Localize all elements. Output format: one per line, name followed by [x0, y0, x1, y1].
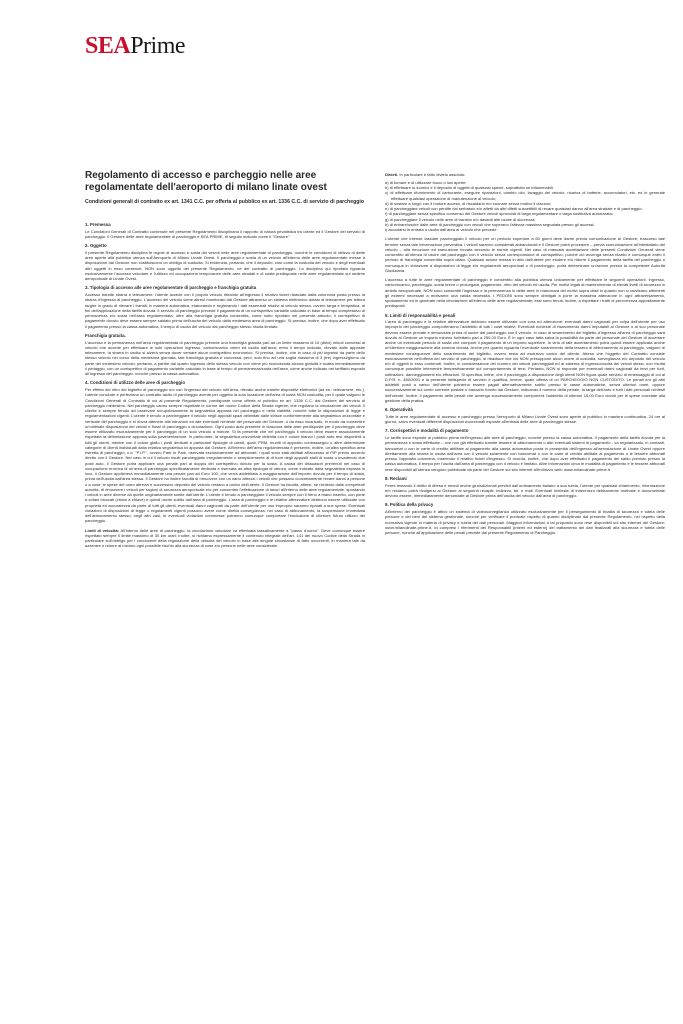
section-body: All'interno del parcheggio è attivo un sistema di videosorveglianza utilizzato esclusivamente per il perseguimento di finalità di sicurezza e tutela delle persone e dei beni del sistema gestionale, nonché per verificare il puntuale rispetto di quanto disciplinato dal presente Regolamento, nel rispetto della normativa vigente in materia di privacy e tutela dei dati personali. Maggiori informazioni a tal proposito sono rese disponibili sul sito internet del Gestore: www.milanolinate-prime.it, ivi compresi i riferimenti dei Responsabili (interni ed esterni) del trattamento dei dati finalizzati alla sicurezza e tutela delle persone, nonché all'applicazione delle penali previste dal presente Regolamento di Parcheggio. [385, 509, 665, 536]
section-text [385, 236, 665, 273]
section [385, 502, 665, 535]
section-heading: 9. Politica della privacy [385, 502, 434, 508]
divieti-item: i) accodarsi in entrata o uscita dall'area al veicolo che precede. [385, 227, 498, 232]
section-body: Fermi restando il diritto di difesa e rimedi anche giurisdizionali previsti dall'ordinamento italiano a sua tutela, l'utente per qualsiasi chiarimento, informazione e/o reclamo potrà rivolgersi al Gestore ai seguenti recapiti: indirizzo, tel. e mail. Eventuali richieste di indennizzo debitamente motivate e documentate devono essere, immediatamente denunciate al Gestore prima dell'uscita del veicolo dall'area di parcheggio. [385, 482, 665, 499]
divieti-item: d) di sostare a lungo con il motore acceso, di riscaldarlo e/o suonare senza motivo il clacson; [385, 200, 552, 206]
section-body: Le Condizioni Generali di Contratto contenute nel presente Regolamento disciplinano il rapporto di natura privatistica tra utente ed il Gestore del servizio di parcheggio. Il Gestore delle aree regolamentate di parcheggio è SEA PRIME, di seguito indicato come il "Gestore". [85, 228, 365, 239]
section-body: Le tariffe sono esposte al pubblico prima dell'ingresso alle aree di parcheggio, nonché presso la cassa automatica. Il pagamento della tariffa dovuta per la permanenza e sosta effettuate – ove non già effettuato tramite tessere di abbonamento o altri eventuali sistemi di pagamento - va regolarizzato, in contanti, bancomat o con le carte di credito abilitate al pagamento alla cassa automatica posta in prossimità dell'ingresso all'aerostazione di Linate Ovest oppure direttamente alla sbarra in uscita dall'area con il veicolo solamente con bancomat o con le carte di credito abilitate al pagamento o le tessere abbonati presso l'apposita colonnina, inserendo il relativo ticket d'ingresso. Si ricorda, inoltre, che dopo aver effettuato il pagamento del saldo previsto presso la cassa automatica, il tempo per l'uscita dall'area di parcheggio con il veicolo è limitato. Altre informazioni circa le modalità di pagamento e le tessere abbonati rese disponibili all'utenza vengono pubblicate da parte del Gestore sul sito internet all'indirizzo web: www.milanolinate-prime.it. [385, 435, 665, 472]
divieti-item: h) di entrare/uscire dalle aree di parcheggio con veicoli che superano l'altezza massima segnalata presso gli accessi; [385, 221, 595, 227]
right-column [385, 172, 665, 962]
section [385, 428, 665, 471]
logo-prime: Prime [130, 33, 186, 59]
section-text [85, 229, 365, 240]
divieti-list [385, 180, 665, 233]
section-body: Accesso tramite sbarra e telecamere: l'utente accede con il proprio veicolo ritirando all'ingresso il relativo ticket rilasciato dalla colonnina posta presso la sbarra d'ingresso al parcheggio. L'accesso del veicolo viene altresì monitorato dal Gestore attraverso un sistema elettronico dotato di telecamere per lettura targhe in grado di rilevare i transiti in maniera automatica, elaborando e registrando i dati essenziali relativi al veicolo stesso, ovvero targa e tempistica, ai fini dell'applicazione della tariffa dovuta. Il servizio di parcheggio prevede il pagamento di un corrispettivo variabile calcolato in base al tempo complessivo di permanenza e/o sosta nell'area regolamentata, oltre alla franchigia gratuita consentita, come sotto riportato nel presente articolo; il corrispettivo di pagamento dovuto deve essere sempre saldato prima dell'uscita del veicolo dalla medesima area di parcheggio. Si precisa, inoltre, che dopo aver effettuato il pagamento presso la cassa automatica, il tempo di uscita del veicolo dal parcheggio stesso risulta limitato. [85, 292, 365, 329]
section [385, 277, 665, 309]
divieti-item: g) di parcheggiare il veicolo nelle aree di transito e/o davanti alle uscite di sicurezza; [385, 216, 536, 222]
section-text [385, 414, 665, 425]
section-heading: 7. Corrispettivi e modalità di pagamento [385, 428, 469, 434]
divieti-intro: In particolare è fatto divieto assoluto: [399, 172, 466, 177]
section-body: All'interno delle aree di parcheggio, la circolazione veicolare va effettuata tassativamente a "passo d'uomo". Deve comunque essere rispettato sempre il limite massimo di 30 km orari; inoltre, si richiama espressamente il contenuto integrale dell'art. 141 del nuovo Codice della Strada in particolare sull'obbligo per i conducenti della regolazione della velocità del veicolo in base alle singole circostanze di fatto occorrenti, in maniera tale da azzerare o ridurre al minimo ogni possibile rischio alla sicurezza di cose e/o persone nelle aree considerate. [85, 527, 365, 549]
section-heading: Franchigia gratuita. [85, 332, 126, 338]
sea-prime-logo [85, 34, 185, 58]
section-heading: 4. Condizioni di utilizzo delle aree di parcheggio [85, 380, 186, 386]
section [385, 236, 665, 273]
section-body: Il presente Regolamento disciplina le regole di accesso e sosta dei veicoli nelle aree regolamentate di parcheggio, nonché le condizioni di utilizzo di dette aree aperte alla pubblica utenza sull'Aeroporto di Milano Linate Ovest. Il parcheggio e sosta di un veicolo all'interno delle aree regolamentate messe a disposizione dal Gestore non costituiscono un obbligo di custodia. Si evidenzia, pertanto, che il deposito, così come la custodia del veicolo e degli eventuali altri oggetti in esso contenuti, NON sono oggetto del presente Regolamento, né del contratto di parcheggio. La disciplina qui riportata riguarda esclusivamente l'accesso veicolare e l'utilizzo ed occupazione temporanee delle aree stradali e di sosta predisposte nelle aree regolamentate sul sedime aeroportuale di Linate Ovest. [85, 249, 365, 282]
divieti-section [385, 172, 665, 232]
section-body: L'utente che intende lasciare parcheggiato il veicolo per un periodo superiore a 60 giorni deve darne previa comunicazione al Gestore; trascorso tale termine senza tale informazione preventiva, i veicoli saranno considerati abbandonati e il Gestore potrà procedere – previa comunicazione all'intestatario del veicolo – alla rimozione ed esecuzione forzata secondo le norme vigenti. Nel caso di mancata accettazione delle presenti Condizioni Generali viene consentito all'utenza di uscire dal parcheggio con il veicolo senza corresponsione di corrispettivo, purché ciò avvenga senza ritardo e comunque entro il periodo di franchigia consentita sopra citato. Qualsiasi azione messa in atto dall'utente per eludere e/o ridurre il pagamento della tariffa del parcheggio o comunque in violazione a disposizioni di legge e/o regolamenti aeroportuali o di parcheggio, potrà determinare un'azione presso la competente Autorità Giudiziaria. [385, 236, 665, 273]
section [385, 476, 665, 498]
divieti-item: e) di parcheggiare veicoli con perdite dal serbatoio e/o affetti da altri difetti suscettibili di recare qualsiasi danno all'area stradale e di parcheggio; [385, 206, 643, 211]
section-body: L'area di parcheggio e le relative attrezzature debbono essere utilizzate con cura ed attenzione; eventuali danni cagionati per colpa dell'utente per uso improprio del parcheggio comporteranno l'addebito di tutti i costi relativi. Eventuali richieste di risarcimento danni imputabili al Gestore o al suo personale devono essere provate e denunciate prima di uscire dal parcheggio con il veicolo. In caso di smarrimento del biglietto d'ingresso all'area di parcheggio sarà dovuto al Gestore un importo minimo forfettario pari a 250,00 Euro. È in ogni caso fatta salva la possibilità da parte del personale del Gestore di accertare anche un eventuale periodo di sosta che comporti il pagamento di un importo superiore. In virtù di tale accertamento potrà quindi essere applicata anche un'ulteriore maggiorazione alla somma dovuta. Anche per quanto riguarda l'eventuale smarrimento della tessera di abbonamento al parcheggio, valgono le medesime conseguenze dello smarrimento del biglietto, ovvero resta ad esclusivo carico del cliente. Atteso che l'oggetto del Contratto consiste esclusivamente nell'offerta del servizio di parcheggio, si ribadisce che ciò NON presuppone alcun onere di custodia, sorveglianza e/o deposito del veicolo e/o di oggetti in esso contenuti. Inoltre, in considerazione del numero dei veicoli parcheggiati ed al sistema di ingresso/uscita dei veicoli stessi, non risulta comunque possibile intervenire tempestivamente sul comportamento di terzi. Pertanto, NON si risponde per eventuali danni cagionati da terzi per furti, sottrazioni, danneggiamenti e/o effrazioni. Si specifica, infine, che il parcheggio a disposizione degli utenti NON figura quale servizio di rimessaggio di cui al D.P.R. n. 480/2001 e la presente fattispecie di servizio è qualifica, invece, quale offerta di un PARCHEGGIO NON CUSTODITO. Le penali e/o gli altri addebiti posti a carico dell'utente potranno essere pagati alternativamente subito presso le casse automatiche, senza ulteriori oneri; oppure successivamente sul conto corrente postale o bancario fornito dal Gestore, indicando il numero della penale, la targa dell'auto e tutti i dati personali richiesti dell'utente. Inoltre, il pagamento delle penali che avvenga successivamente comporterà l'addebito di ulteriori 15,00 Euro dovuti per le spese correlate alla gestione della pratica. [385, 319, 665, 403]
divieti-item: b) di effettuare lo scarico e il deposito di oggetti di qualsiasi specie, soprattutto se infiammabili. [385, 185, 554, 190]
section-text [85, 528, 365, 549]
logo-sea: SEA [85, 33, 131, 59]
divieti-item: c) di effettuare rifornimento di carburante, eseguire riparazioni, cambio olio, lavaggio del veicolo, ricarica di batterie, accumulatori, etc. ed in generale effettuare qualsiasi operazione di manutenzione al veicolo; [385, 190, 665, 201]
section-body: L'accesso e la permanenza nell'area regolamentata di parcheggio prevede una franchigia gratuita pari ad un limite massimo di 10 (dieci) minuti concessi al veicolo che accede per effettuare le sole operazioni ingresso, carico/scarico celeri ed uscita dall'area; entro il tempo indicato, rilevato dalle apposite telecamere, la sbarra in uscita si alzerà senza dover versare alcun corrispettivo economico. Si precisa, inoltre, che in caso di più ingressi da parte dello stesso veicolo nel corso della medesima giornata, tale franchigia gratuita è concessa, però, solo fino ad una soglia massima di 3 (tre) ingressi/giorno da parte del medesimo veicolo; pertanto, a partire dal quarto ingresso dello stesso veicolo non viene più riconosciuta alcuna gratuità e scatta immediatamente il pedaggio, con un corrispettivo di pagamento variabile calcolato in base al tempo di permanenza/sosta nell'area, come anche indicato nel tariffario esposto all'ingresso del parcheggio, nonché presso la cassa automatica. [85, 339, 365, 377]
document-title: Regolamento di accesso e parcheggio nelle aree regolamentate dell'aeroporto di milano linate ovest [85, 170, 327, 193]
section [385, 407, 665, 424]
section-text [385, 277, 665, 309]
section-heading: 2. Oggetto [85, 243, 107, 249]
section-text [385, 509, 665, 535]
section [85, 222, 365, 239]
section-text [385, 435, 665, 472]
section-heading: 6. Operatività [385, 407, 413, 413]
section-heading: 1. Premessa [85, 222, 111, 227]
divieti-lead: Divieti. [385, 172, 399, 177]
section-lead: Limiti di velocità: [85, 527, 120, 533]
section-text [85, 387, 365, 524]
divieti-item: f) di parcheggiare senza specifico consenso del Gestore veicoli sprovvisti di targa regolamentare o targa sostitutiva autorizzata; [385, 211, 613, 217]
document-subtitle: Condizioni generali di contratto ex art. 1341 C.C. per offerta al pubblico ex art. 1336 C.C. di servizio di parcheggio [85, 199, 365, 205]
section-body: Per effetto del ritiro del biglietto di parcheggio e/o con l'ingresso del veicolo nell'area, rilevato anche tramite dispositivi elettronici (ad es.: telecamere, etc.), l'utente conclude e perfeziona un contratto tacito di parcheggio avente per oggetto la sola locazione dell'area di sosta NON custodita, per il quale valgono le Condizioni Generali di Contratto di cui al presente Regolamento, predisposte come offerta al pubblico ex art. 1336 C.C. dal Gestore del servizio di parcheggio medesimo. Nel parcheggio vanno sempre rispettate le norme del nuovo Codice della Strada vigente, che regolano la circolazione dei veicoli. Il cliente è sempre tenuto ad osservare scrupolosamente la segnaletica apposta nel parcheggio e nella viabilità, nonché tutte le disposizioni di legge e regolamentazioni vigenti. L'utente è tenuto a parcheggiare il veicolo negli appositi spazi delimitati dalle strisce conformemente alla segnaletica orizzontale e verticale del parcheggio e si dovrà attenere alle istruzioni ed alle eventuali richieste del personale del Gestore, o da esso incaricato, in modo da consentire un'ottimale disposizione dei veicoli e flussi di parcheggio o circolazione. Ogni posto auto presente in ciascuna delle aree predisposte per il parcheggio deve essere utilizzato esclusivamente per il parcheggio di un solo veicolo a motore. Si fa presente che nel parcheggio il veicolo deve essere assolutamente rispettata la delimitazione apposta sulla pavimentazione. In particolare, la segnaletica orizzontale delimita con il colore bianco i posti auto resi disponibili a tutti gli utenti, mentre con il colore giallo i posti dedicati a particolari tipologie di utenti, quali; PRM, muniti di apposito contrassegno o altre determinate categorie di clienti individuati dalla relativa segnaletica ivi apposta dal Gestore. All'interno dell'area regolamentata è presente, inoltre, un'altra specifica area ristretta di parcheggio, c.d. "P.I.P.", ovvero Park In Park, riservata esclusivamente ad abbonati, i quali sono stati abilitati all'accesso al PIP previo accordo diretto con il Gestore. Nel caso in cui il veicolo risulti parcheggiato irregolarmente o semplicemente al di fuori degli appositi stalli di sosta o invadendo due posti auto, il Gestore potrà applicare una penale pari al doppio del corrispettivo dovuto per la sosta. A causa dei dissuasori prevenuti nel caso di occupazione erronea di un'area di parcheggio specificatamente dedicata e riservata ad altra tipologia di utenza, come indicato dalla segnaletica esposta in loco, il Gestore applicherà immediatamente una penale pari ad Euro 100, che verrà addebitata a maggiorazione dell'importo dovuto per il tempo di sosta, prima dell'uscita dall'area stessa. Il Gestore ha inoltre facoltà di rimuovere con un carro attrezzi i veicoli che possano concretamente recare danni a persone o a cose; le spese del carro attrezzi e successivo deposito del veicolo restano a carico dell'utente. Il Gestore ha facoltà, altresì, se richiesto dalle competenti autorità, di rimuovere i veicoli per ragioni di sicurezza aeroportuale e/o per consentire l'effettuazione di lavori all'interno delle aree regolamentate, spostando i veicoli in aree diverse da quelle originariamente scelte dall'utente. L'utente è tenuto a parcheggiare il veicolo sempre con il freno a mano inserito, con porte e cofani bloccati (chiusi a chiave) e quindi uscire subito dall'area di parcheggio. L'area di parcheggio e le relative attrezzature debbono essere utilizzate con proprietà ed accuratezza da parte di tutti gli utenti; eventuali danni cagionati da parte dell'utente per uso improprio saranno riparati a sue spese. Eventuali violazioni di disposizioni di legge o regolamenti vigenti possono avere come diretta conseguenza, nel caso di abbonamento, la sospensione immediata dell'abbonamento stesso; negli altri casi, le eventuali violazioni commesse potranno comunque comportare l'esclusione di ulteriore futuro utilizzo del parcheggio. [85, 387, 365, 524]
section-text [385, 483, 665, 499]
section-text [85, 340, 365, 377]
section [85, 333, 365, 376]
section [85, 528, 365, 549]
section-heading: 8. Reclami [385, 475, 407, 481]
section [385, 313, 665, 404]
section [85, 243, 365, 281]
section-text [85, 292, 365, 329]
section [85, 380, 365, 523]
section-body: Tutte le aree regolamentate di accesso e parcheggio presso l'aeroporto di Milano Linate Ovest sono aperte al pubblico in maniera continuativa, 24 ore al giorno, salvo eventuali differenti disposizioni eccezionali esposte all'entrata delle aree di parcheggio stesse. [385, 413, 665, 425]
section [85, 285, 365, 328]
left-column [85, 222, 365, 962]
divieti-item: a) di fumare e di utilizzare fuoco o luci aperte; [385, 179, 467, 185]
section-text [385, 319, 665, 403]
section-body: L'accesso a tutte le aree regolamentate di parcheggio è consentito alla pubblica utenza unicamente per effettuare le seguenti operazioni: ingresso, carico/scarico, parcheggio, sosta breve o prolungata, pagamento, ritiro del veicolo ed uscita. Per motivi legati al mantenimento di elevati livelli di sicurezza in ambito aeroportuale, NON sono consentiti l'ingresso e la permanenza in dette aree in mancanza dei motivi sopra citati in quanto non si ravvisano altrimenti gli estremi necessari a motivarne una valida necessità. I PEDONI sono sempre obbligati a porre la massima attenzione in ogni attraversamento, spostamento ed in generale nella circolazione all'interno delle aree regolamentate; essi sono tenuti, inoltre, a rispettare i tratti di percorrenza appositamente predisposti. [385, 277, 665, 309]
section-heading: 5. Limiti di responsabilità e penali [385, 312, 456, 318]
section-text [85, 250, 365, 282]
section-heading: 3. Tipologia di accesso alle aree regolamentate di parcheggio e franchigia gratuita [85, 285, 257, 291]
